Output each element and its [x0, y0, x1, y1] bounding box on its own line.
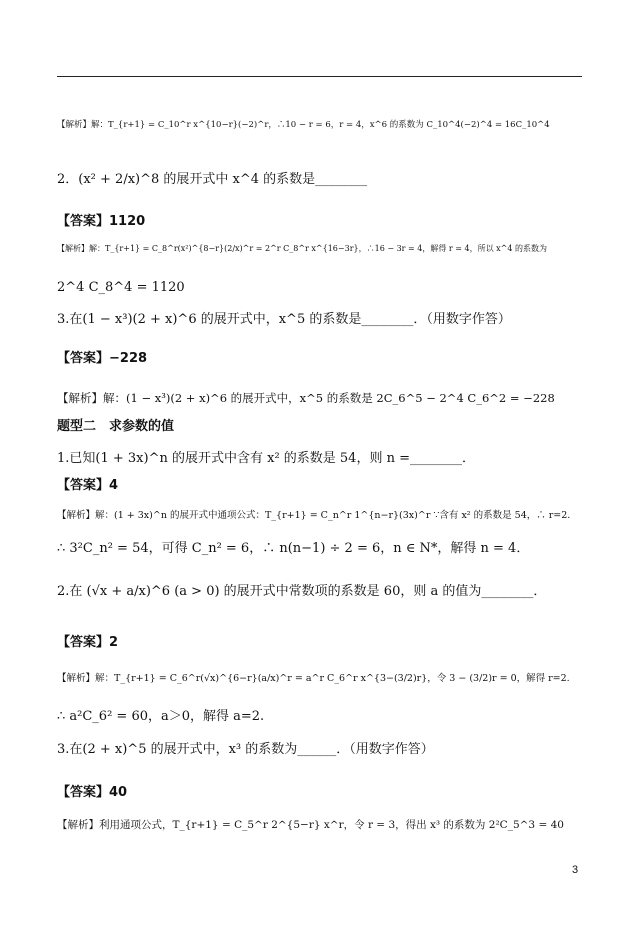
- header-rule: [57, 76, 582, 77]
- question-line: 2.在 (√x + a/x)^6 (a > 0) 的展开式中常数项的系数是 60，则 a 的值为________．: [57, 584, 547, 599]
- answer-line: 【答案】4: [57, 478, 119, 493]
- section-heading: 题型二 求参数的值: [57, 419, 175, 434]
- explanation-continuation: ∴ a²C_6² = 60，a＞0，解得 a=2.: [57, 709, 265, 724]
- question-line: 2．(x² + 2/x)^8 的展开式中 x^4 的系数是________: [57, 172, 368, 187]
- explanation-continuation: ∴ 3²C_n² = 54，可得 C_n² = 6，∴ n(n−1) ÷ 2 = 6，n ∈ N*，解得 n = 4．: [57, 541, 530, 556]
- answer-line: 【答案】40: [57, 785, 128, 800]
- explanation-line: 【解析】解：(1 + 3x)^n 的展开式中通项公式：T_{r+1} = C_n^r 1^{n−r}(3x)^r ∵含有 x² 的系数是 54，∴ r=2.: [57, 510, 571, 521]
- question-line: 3.在(2 + x)^5 的展开式中，x³ 的系数为______．（用数字作答）: [57, 742, 434, 757]
- explanation-line: 【解析】解：T_{r+1} = C_6^r(√x)^{6−r}(a/x)^r = a^r C_6^r x^{3−(3/2)r}，令 3 − (3/2)r = 0，解得 r=2.: [57, 673, 570, 684]
- explanation-continuation: 2^4 C_8^4 = 1120: [57, 280, 185, 295]
- explanation-line: 【解析】解：(1 − x³)(2 + x)^6 的展开式中，x^5 的系数是 2C_6^5 − 2^4 C_6^2 = −228: [57, 391, 555, 405]
- answer-line: 【答案】1120: [57, 214, 146, 229]
- question-line: 1.已知(1 + 3x)^n 的展开式中含有 x² 的系数是 54，则 n =________．: [57, 451, 475, 466]
- answer-line: 【答案】2: [57, 635, 119, 650]
- explanation-line: 【解析】解：T_{r+1} = C_10^r x^{10−r}(−2)^r，∴10 − r = 6，r = 4，x^6 的系数为 C_10^4(−2)^4 = 16C_10^4: [57, 120, 550, 130]
- explanation-line: 【解析】解：T_{r+1} = C_8^r(x²)^{8−r}(2/x)^r = 2^r C_8^r x^{16−3r}，∴16 − 3r = 4，解得 r = 4，所以 x^4 的系数为: [57, 244, 548, 253]
- page-number: 3: [572, 864, 579, 876]
- explanation-line: 【解析】利用通项公式，T_{r+1} = C_5^r 2^{5−r} x^r，令 r = 3，得出 x³ 的系数为 2²C_5^3 = 40: [57, 819, 564, 831]
- question-line: 3.在(1 − x³)(2 + x)^6 的展开式中，x^5 的系数是________．（用数字作答）: [57, 312, 511, 327]
- answer-line: 【答案】−228: [57, 351, 148, 366]
